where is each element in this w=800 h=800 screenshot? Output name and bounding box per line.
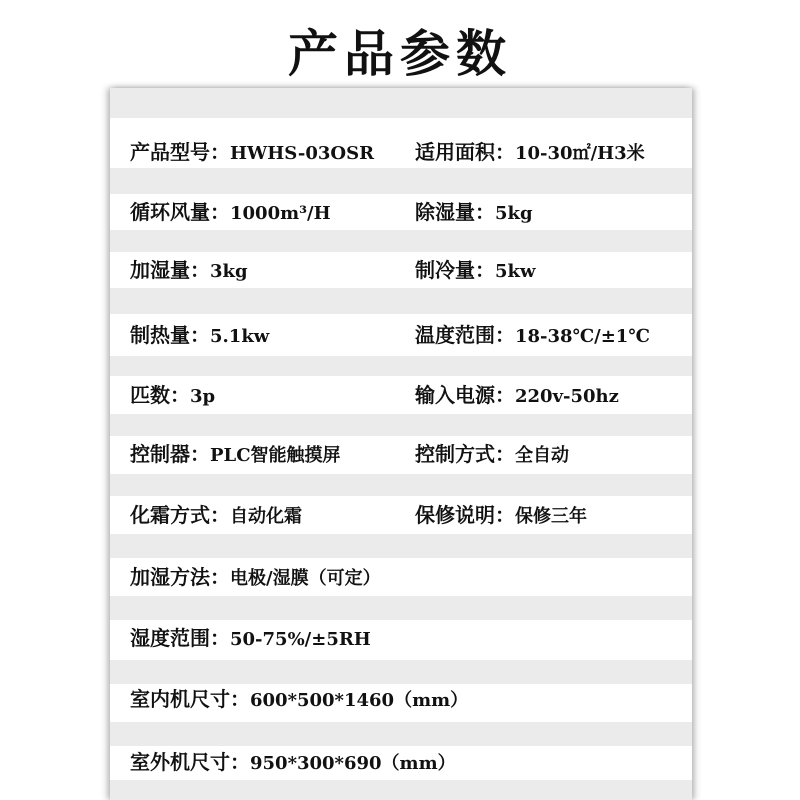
page-title: 产品参数: [288, 25, 512, 83]
parameter-value: 自动化霜: [230, 506, 302, 527]
parameter-cell: [415, 134, 645, 170]
parameter-value: PLC智能触摸屏: [210, 445, 341, 466]
parameter-label: 控制方式：: [415, 442, 515, 466]
parameter-value: 保修三年: [515, 506, 587, 527]
table-row: [110, 436, 692, 472]
table-row: [110, 744, 692, 780]
parameter-value: 18-38℃/±1℃: [515, 326, 650, 347]
parameter-value: 电极/湿膜（可定）: [230, 568, 381, 589]
parameter-value: 5.1kw: [210, 326, 270, 347]
parameter-label: 控制器：: [130, 442, 210, 466]
parameter-label: 除湿量：: [415, 200, 495, 224]
parameter-value: 5kg: [495, 203, 533, 224]
parameter-cell: [130, 134, 374, 170]
parameter-cell: [130, 252, 248, 288]
row-stripe: [110, 414, 692, 436]
parameter-value: 50-75%/±5RH: [230, 629, 371, 650]
parameter-cell: [130, 744, 456, 780]
parameter-cell: [130, 681, 468, 717]
row-stripe: [110, 534, 692, 558]
row-stripe: [110, 356, 692, 376]
parameter-label: 匹数：: [130, 383, 190, 407]
parameter-value: 全自动: [515, 445, 569, 466]
parameter-value: 220v-50hz: [515, 386, 619, 407]
parameter-label: 湿度范围：: [130, 626, 230, 650]
parameter-cell: [130, 377, 215, 413]
parameter-cell: [130, 497, 302, 533]
parameter-table: [110, 88, 692, 800]
table-row: [110, 194, 692, 230]
parameter-cell: [130, 559, 381, 595]
row-stripe: [110, 474, 692, 496]
parameter-value: 10-30㎡/H3米: [515, 143, 645, 164]
parameter-label: 输入电源：: [415, 383, 515, 407]
parameter-label: 化霜方式：: [130, 503, 230, 527]
parameter-cell: [415, 497, 587, 533]
parameter-value: HWHS-03OSR: [230, 143, 375, 164]
parameter-value: 3kg: [210, 261, 248, 282]
parameter-value: 1000m³/H: [230, 203, 331, 224]
parameter-label: 产品型号：: [130, 140, 230, 164]
parameter-cell: [130, 194, 331, 230]
parameter-label: 适用面积：: [415, 140, 515, 164]
row-stripe: [110, 230, 692, 252]
parameter-value: 5kw: [495, 261, 536, 282]
parameter-cell: [415, 436, 569, 472]
parameter-label: 保修说明：: [415, 503, 515, 527]
parameter-value: 600*500*1460（mm）: [250, 690, 469, 711]
row-stripe: [110, 596, 692, 620]
table-row: [110, 497, 692, 533]
parameter-cell: [415, 252, 536, 288]
table-row: [110, 134, 692, 170]
table-row: [110, 559, 692, 595]
parameter-label: 循环风量：: [130, 200, 230, 224]
parameter-cell: [415, 317, 650, 353]
parameter-cell: [130, 620, 371, 656]
parameter-label: 温度范围：: [415, 323, 515, 347]
parameter-cell: [130, 317, 269, 353]
parameter-cell: [415, 194, 533, 230]
parameter-value: 950*300*690（mm）: [250, 753, 456, 774]
table-row: [110, 377, 692, 413]
table-row: [110, 252, 692, 288]
row-stripe: [110, 288, 692, 314]
table-row: [110, 620, 692, 656]
row-stripe: [110, 722, 692, 746]
parameter-value: 3p: [190, 386, 216, 407]
row-stripe: [110, 88, 692, 118]
table-row: [110, 681, 692, 717]
parameter-label: 室外机尺寸：: [130, 750, 250, 774]
parameter-label: 室内机尺寸：: [130, 687, 250, 711]
row-stripe: [110, 168, 692, 194]
parameter-label: 加湿量：: [130, 258, 210, 282]
parameter-cell: [130, 436, 341, 472]
row-stripe: [110, 780, 692, 800]
parameter-label: 制热量：: [130, 323, 210, 347]
table-row: [110, 317, 692, 353]
parameter-label: 制冷量：: [415, 258, 495, 282]
parameter-cell: [415, 377, 619, 413]
parameter-label: 加湿方法：: [130, 565, 230, 589]
